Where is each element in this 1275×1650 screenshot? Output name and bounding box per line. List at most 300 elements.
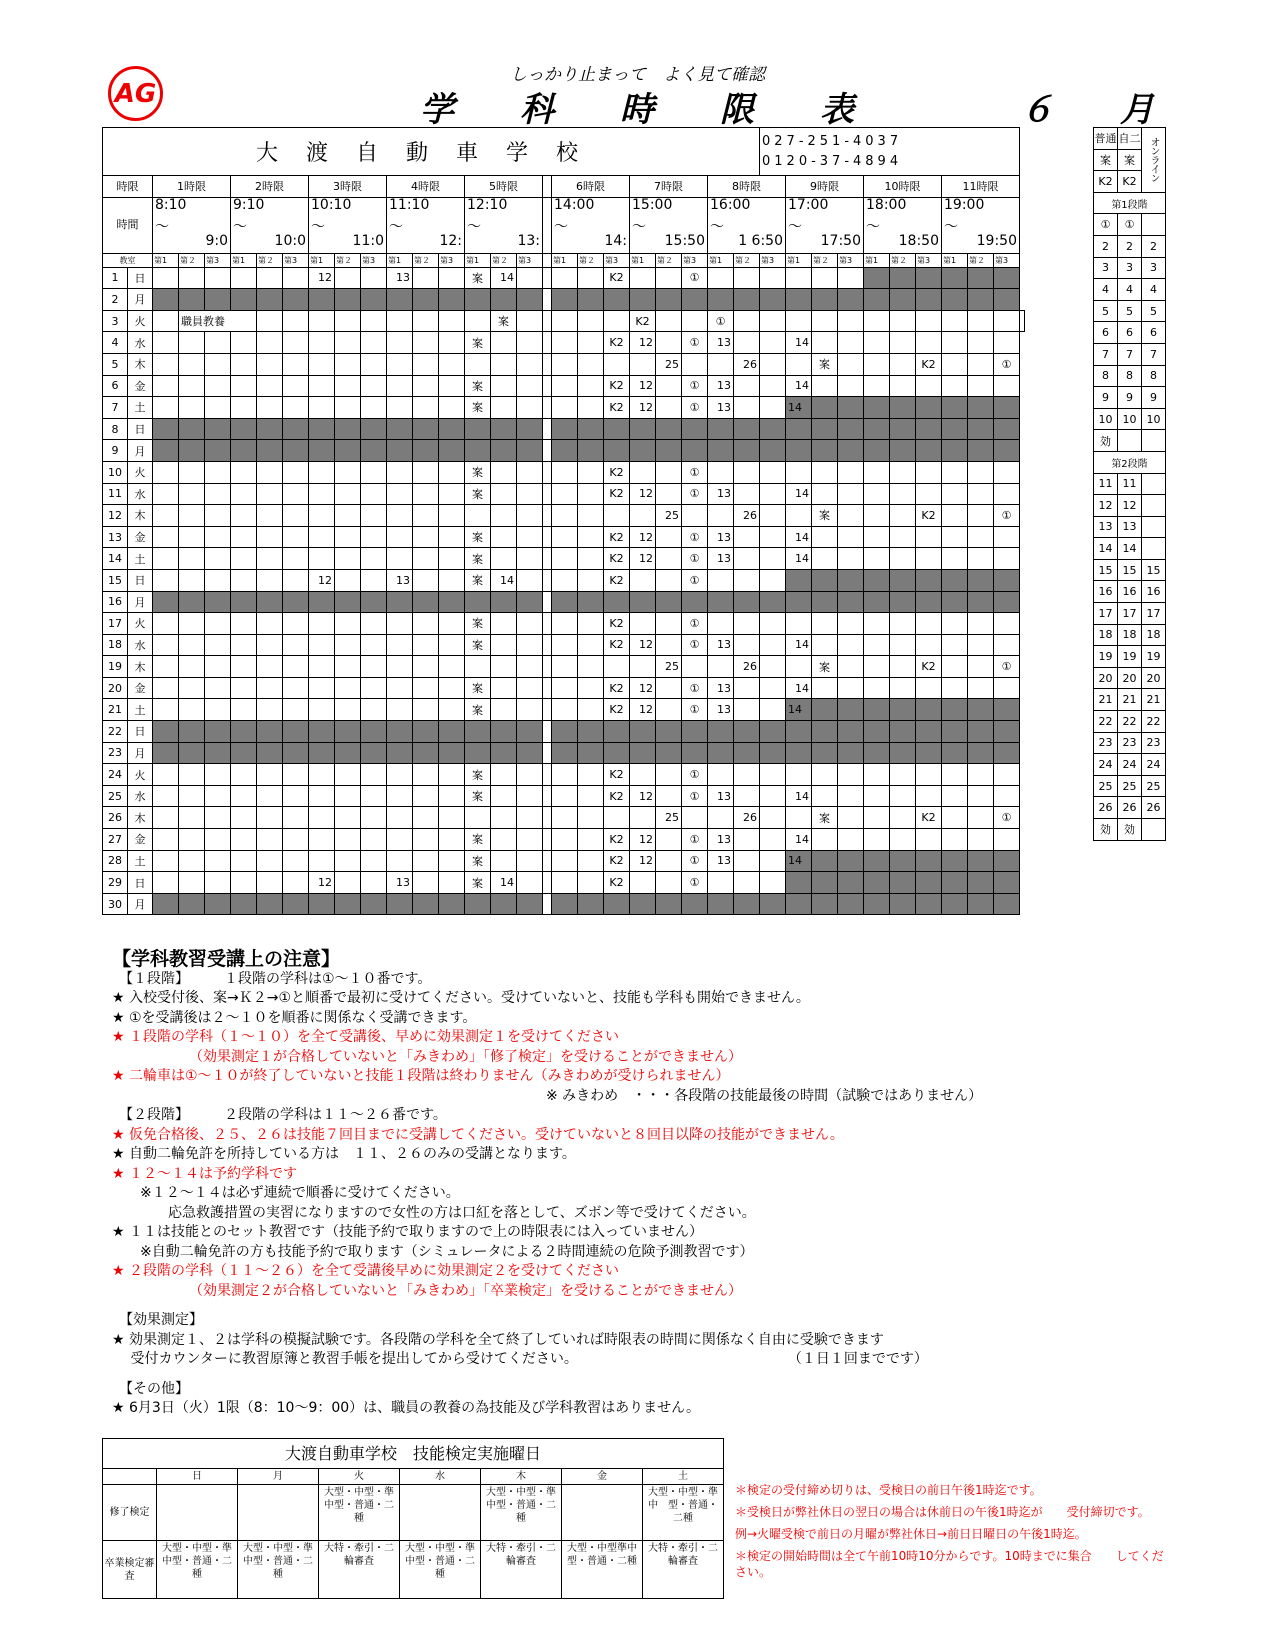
schedule-cell — [309, 548, 335, 570]
schedule-cell — [491, 893, 517, 915]
schedule-cell — [578, 893, 604, 915]
inspection-note: ＊検定の開始時間は全て午前10時10分からです。10時までに集合 してください。 — [735, 1549, 1164, 1579]
schedule-cell — [153, 634, 179, 656]
room-label: 第２ — [734, 253, 760, 267]
schedule-cell — [179, 526, 205, 548]
schedule-cell — [578, 764, 604, 786]
schedule-cell — [231, 353, 257, 375]
schedule-cell — [205, 526, 231, 548]
inspection-note: ＊受検日が弊社休日の翌日の場合は休前日の午後1時迄が 受付締切です。 — [735, 1505, 1150, 1519]
schedule-cell: 案 — [465, 677, 491, 699]
lunch-gap — [543, 289, 552, 311]
period-1: 1時限 — [153, 176, 231, 198]
schedule-cell — [283, 893, 309, 915]
inspection-note: ＊検定の受付締め切りは、受検日の前日午後1時迄です。 — [735, 1483, 1042, 1497]
schedule-cell — [335, 375, 361, 397]
schedule-cell — [708, 289, 734, 311]
schedule-cell — [968, 289, 994, 311]
day-number: 27 — [103, 829, 128, 851]
schedule-cell — [387, 353, 413, 375]
schedule-cell — [413, 807, 439, 829]
schedule-cell — [968, 872, 994, 894]
schedule-cell — [491, 742, 517, 764]
side-cell: 16 — [1118, 581, 1142, 603]
side-cell: 8 — [1142, 365, 1166, 387]
room-label: 第1 — [309, 253, 335, 267]
note-line: 【学科教習受講上の注意】 — [112, 948, 341, 970]
schedule-cell — [760, 764, 786, 786]
schedule-cell — [205, 850, 231, 872]
schedule-cell — [656, 332, 682, 354]
room-label: 第3 — [838, 253, 864, 267]
schedule-cell: ① — [682, 375, 708, 397]
weekday: 月 — [128, 591, 153, 613]
schedule-cell — [942, 548, 968, 570]
schedule-cell — [812, 699, 838, 721]
schedule-cell — [890, 310, 916, 332]
schedule-cell — [335, 289, 361, 311]
schedule-cell — [630, 613, 656, 635]
schedule-cell — [413, 461, 439, 483]
weekday: 月 — [128, 742, 153, 764]
schedule-row — [103, 397, 1025, 419]
schedule-cell — [838, 721, 864, 743]
side-cell: 15 — [1142, 559, 1166, 581]
schedule-cell — [786, 893, 812, 915]
schedule-cell — [916, 483, 942, 505]
inspection-cell: 大型・中型・準中型・普通・二種 — [319, 1485, 400, 1541]
schedule-cell: 13 — [708, 850, 734, 872]
schedule-cell: 案 — [465, 785, 491, 807]
schedule-cell: 14 — [786, 699, 812, 721]
schedule-cell — [552, 526, 578, 548]
schedule-cell — [786, 440, 812, 462]
schedule-cell: ① — [994, 505, 1020, 527]
schedule-cell — [335, 569, 361, 591]
schedule-cell — [578, 267, 604, 289]
room-label: 第２ — [335, 253, 361, 267]
schedule-cell — [838, 742, 864, 764]
time-slot — [786, 197, 864, 253]
schedule-cell — [309, 418, 335, 440]
schedule-cell — [552, 397, 578, 419]
schedule-cell — [257, 310, 283, 332]
schedule-cell — [812, 569, 838, 591]
period-10: 10時限 — [864, 176, 942, 198]
lunch-gap — [543, 656, 552, 678]
lunch-gap — [543, 418, 552, 440]
schedule-cell: K2 — [916, 656, 942, 678]
schedule-cell — [864, 677, 890, 699]
schedule-cell — [968, 893, 994, 915]
schedule-cell — [491, 591, 517, 613]
schedule-cell — [786, 461, 812, 483]
schedule-cell — [864, 353, 890, 375]
schedule-cell — [890, 721, 916, 743]
schedule-cell — [205, 375, 231, 397]
schedule-cell — [864, 634, 890, 656]
schedule-row — [103, 677, 1025, 699]
time-end: 15:50 — [664, 232, 705, 249]
schedule-cell — [517, 526, 543, 548]
schedule-cell — [283, 332, 309, 354]
schedule-cell — [890, 764, 916, 786]
inspection-cell — [157, 1485, 238, 1541]
schedule-cell — [335, 850, 361, 872]
schedule-cell — [890, 289, 916, 311]
schedule-cell — [578, 699, 604, 721]
time-slot — [630, 197, 708, 253]
schedule-cell — [517, 764, 543, 786]
schedule-cell: 14 — [786, 785, 812, 807]
schedule-cell — [994, 829, 1020, 851]
side-col1: 普通 — [1094, 128, 1118, 150]
schedule-cell — [283, 634, 309, 656]
schedule-cell — [205, 440, 231, 462]
side-cell: 17 — [1142, 603, 1166, 625]
schedule-cell — [864, 310, 890, 332]
schedule-cell — [309, 483, 335, 505]
schedule-cell: ① — [994, 353, 1020, 375]
schedule-cell — [439, 656, 465, 678]
lunch-gap — [543, 893, 552, 915]
lunch-gap — [543, 829, 552, 851]
schedule-cell — [942, 397, 968, 419]
schedule-cell — [968, 310, 994, 332]
note-line: （効果測定２が合格していないと「みきわめ」「卒業検定」を受けることができません） — [112, 1282, 742, 1299]
schedule-cell — [838, 310, 864, 332]
day-number: 7 — [103, 397, 128, 419]
schedule-cell — [578, 505, 604, 527]
schedule-cell — [205, 332, 231, 354]
schedule-cell — [309, 397, 335, 419]
schedule-table — [102, 127, 1025, 915]
schedule-cell: 13 — [708, 397, 734, 419]
schedule-cell — [760, 375, 786, 397]
schedule-cell — [361, 829, 387, 851]
schedule-cell: ① — [682, 548, 708, 570]
schedule-cell — [283, 677, 309, 699]
schedule-cell — [890, 461, 916, 483]
side-cell: 5 — [1142, 300, 1166, 322]
schedule-cell — [786, 872, 812, 894]
schedule-cell — [387, 634, 413, 656]
schedule-cell — [205, 785, 231, 807]
side-cell: 26 — [1118, 797, 1142, 819]
schedule-cell — [760, 699, 786, 721]
schedule-cell — [335, 613, 361, 635]
schedule-cell — [578, 807, 604, 829]
schedule-cell — [682, 807, 708, 829]
schedule-cell — [578, 634, 604, 656]
schedule-cell — [413, 332, 439, 354]
schedule-cell — [517, 613, 543, 635]
time-end: 17:50 — [820, 232, 861, 249]
room-label: 第3 — [682, 253, 708, 267]
schedule-cell — [439, 742, 465, 764]
schedule-cell — [968, 656, 994, 678]
schedule-cell — [838, 634, 864, 656]
schedule-cell: K2 — [630, 310, 656, 332]
schedule-cell — [153, 677, 179, 699]
period-2: 2時限 — [231, 176, 309, 198]
schedule-cell — [153, 397, 179, 419]
schedule-cell — [153, 807, 179, 829]
schedule-cell — [283, 375, 309, 397]
schedule-cell — [812, 483, 838, 505]
day-number: 24 — [103, 764, 128, 786]
schedule-cell — [630, 742, 656, 764]
schedule-cell — [916, 440, 942, 462]
schedule-cell — [552, 785, 578, 807]
schedule-cell — [491, 699, 517, 721]
schedule-cell — [552, 289, 578, 311]
schedule-cell — [630, 764, 656, 786]
period-4: 4時限 — [387, 176, 465, 198]
schedule-cell — [916, 829, 942, 851]
time-tilde: ～ — [944, 218, 958, 235]
slogan: しっかり止まって よく見て確認 — [510, 65, 765, 85]
schedule-cell — [205, 699, 231, 721]
schedule-cell — [517, 872, 543, 894]
schedule-cell: 案 — [465, 699, 491, 721]
room-label: 第3 — [916, 253, 942, 267]
schedule-cell — [552, 807, 578, 829]
schedule-cell — [552, 375, 578, 397]
lunch-gap — [543, 526, 552, 548]
side-cell: 効 — [1094, 430, 1118, 452]
schedule-cell — [708, 461, 734, 483]
schedule-cell — [734, 699, 760, 721]
schedule-cell — [786, 353, 812, 375]
schedule-cell — [994, 418, 1020, 440]
schedule-cell — [812, 397, 838, 419]
schedule-cell — [231, 526, 257, 548]
side-cell: 9 — [1094, 387, 1118, 409]
schedule-cell: 案 — [465, 634, 491, 656]
side-cell — [1118, 430, 1142, 452]
schedule-cell — [682, 289, 708, 311]
room-label: 第1 — [231, 253, 257, 267]
schedule-cell — [968, 375, 994, 397]
side-cell: 21 — [1118, 689, 1142, 711]
schedule-cell — [361, 548, 387, 570]
schedule-cell — [994, 440, 1020, 462]
school-name: 大渡自動車学校 — [103, 128, 760, 176]
schedule-cell — [439, 440, 465, 462]
schedule-cell — [864, 483, 890, 505]
schedule-cell — [439, 548, 465, 570]
schedule-cell — [942, 785, 968, 807]
schedule-cell — [153, 569, 179, 591]
schedule-cell — [283, 785, 309, 807]
schedule-cell — [309, 505, 335, 527]
schedule-cell: 案 — [465, 332, 491, 354]
schedule-cell — [283, 289, 309, 311]
schedule-cell — [309, 785, 335, 807]
schedule-cell — [387, 397, 413, 419]
schedule-cell — [257, 656, 283, 678]
schedule-cell — [283, 353, 309, 375]
period-9: 9時限 — [786, 176, 864, 198]
schedule-cell — [257, 440, 283, 462]
inspection-cell: 大型・中型・準中型・普通・二種 — [238, 1541, 319, 1599]
schedule-cell — [153, 893, 179, 915]
schedule-cell — [890, 634, 916, 656]
schedule-cell — [179, 461, 205, 483]
side-cell: 21 — [1094, 689, 1118, 711]
schedule-row — [103, 353, 1025, 375]
schedule-cell — [413, 569, 439, 591]
schedule-cell: 13 — [387, 267, 413, 289]
room-label: 第1 — [942, 253, 968, 267]
schedule-cell — [838, 872, 864, 894]
schedule-cell — [335, 785, 361, 807]
schedule-cell — [205, 267, 231, 289]
schedule-cell — [179, 505, 205, 527]
schedule-cell — [205, 505, 231, 527]
schedule-cell: 案 — [465, 483, 491, 505]
time-start: 11:10 — [389, 197, 430, 213]
schedule-cell — [994, 850, 1020, 872]
schedule-cell — [838, 267, 864, 289]
schedule-cell — [994, 461, 1020, 483]
schedule-row — [103, 721, 1025, 743]
schedule-cell — [942, 375, 968, 397]
time-end: 9:0 — [205, 232, 228, 249]
schedule-cell — [968, 569, 994, 591]
room-label: 第２ — [578, 253, 604, 267]
side-cell — [1142, 495, 1166, 517]
schedule-cell — [257, 461, 283, 483]
schedule-cell — [812, 289, 838, 311]
schedule-cell — [890, 893, 916, 915]
schedule-cell — [578, 332, 604, 354]
schedule-cell — [413, 267, 439, 289]
schedule-cell — [309, 613, 335, 635]
schedule-cell — [812, 418, 838, 440]
lunch-gap — [543, 197, 552, 253]
time-start: 16:00 — [710, 197, 751, 213]
schedule-cell — [656, 461, 682, 483]
day-number: 18 — [103, 634, 128, 656]
weekday: 木 — [128, 656, 153, 678]
schedule-cell — [361, 613, 387, 635]
schedule-cell — [517, 699, 543, 721]
schedule-cell — [361, 505, 387, 527]
schedule-cell — [361, 764, 387, 786]
schedule-cell — [838, 785, 864, 807]
schedule-cell — [387, 289, 413, 311]
schedule-cell — [413, 872, 439, 894]
schedule-cell — [734, 267, 760, 289]
time-tilde: ～ — [467, 218, 481, 235]
schedule-cell — [439, 613, 465, 635]
schedule-cell — [309, 289, 335, 311]
lunch-gap — [543, 677, 552, 699]
schedule-cell — [656, 375, 682, 397]
schedule-cell — [309, 829, 335, 851]
schedule-cell — [916, 418, 942, 440]
schedule-cell — [734, 289, 760, 311]
schedule-cell — [734, 548, 760, 570]
schedule-cell — [708, 656, 734, 678]
room-header: 教室 — [103, 253, 153, 267]
lunch-gap — [543, 850, 552, 872]
schedule-cell — [760, 289, 786, 311]
schedule-cell — [890, 872, 916, 894]
inspection-day: 月 — [238, 1469, 319, 1485]
schedule-cell — [916, 267, 942, 289]
schedule-cell — [578, 872, 604, 894]
schedule-cell — [890, 613, 916, 635]
schedule-cell: 25 — [656, 656, 682, 678]
side-cell: 26 — [1094, 797, 1118, 819]
schedule-row — [103, 505, 1025, 527]
schedule-cell: 26 — [734, 505, 760, 527]
schedule-cell — [812, 548, 838, 570]
schedule-cell — [864, 829, 890, 851]
schedule-cell: 12 — [630, 375, 656, 397]
schedule-cell: K2 — [604, 634, 630, 656]
schedule-cell — [439, 591, 465, 613]
schedule-cell — [968, 721, 994, 743]
room-label: 第3 — [205, 253, 231, 267]
schedule-cell — [439, 634, 465, 656]
note-line: 【効果測定】 — [112, 1312, 203, 1328]
schedule-cell — [231, 397, 257, 419]
schedule-cell — [387, 483, 413, 505]
schedule-cell — [916, 634, 942, 656]
schedule-cell: ① — [682, 461, 708, 483]
schedule-cell — [179, 699, 205, 721]
schedule-cell — [552, 569, 578, 591]
schedule-cell: 12 — [309, 267, 335, 289]
schedule-cell — [257, 850, 283, 872]
schedule-cell — [864, 526, 890, 548]
schedule-cell — [864, 267, 890, 289]
schedule-cell — [465, 742, 491, 764]
schedule-cell — [656, 613, 682, 635]
period-3: 3時限 — [309, 176, 387, 198]
schedule-cell — [760, 440, 786, 462]
schedule-cell — [283, 526, 309, 548]
schedule-cell: K2 — [604, 483, 630, 505]
lunch-gap — [543, 461, 552, 483]
schedule-cell — [968, 807, 994, 829]
schedule-cell — [413, 677, 439, 699]
note-line: ★ 入校受付後、案→Ｋ２→①と順番で最初に受けてください。受けていないと、技能も学科も開始できません。 — [112, 990, 810, 1006]
schedule-cell — [517, 332, 543, 354]
side-cell — [1142, 516, 1166, 538]
schedule-cell: 案 — [465, 548, 491, 570]
side-cell: 14 — [1094, 538, 1118, 560]
schedule-cell — [552, 764, 578, 786]
schedule-cell — [760, 677, 786, 699]
lunch-gap — [543, 721, 552, 743]
schedule-cell — [760, 483, 786, 505]
side-cell: 15 — [1094, 559, 1118, 581]
schedule-cell — [760, 353, 786, 375]
weekday: 火 — [128, 764, 153, 786]
lunch-gap — [552, 310, 578, 332]
schedule-cell — [179, 829, 205, 851]
schedule-cell — [578, 397, 604, 419]
schedule-cell — [864, 742, 890, 764]
schedule-cell — [517, 634, 543, 656]
schedule-cell — [413, 483, 439, 505]
note-line: ※１２～１４は必ず連続で順番に受けてください。 — [112, 1185, 460, 1201]
